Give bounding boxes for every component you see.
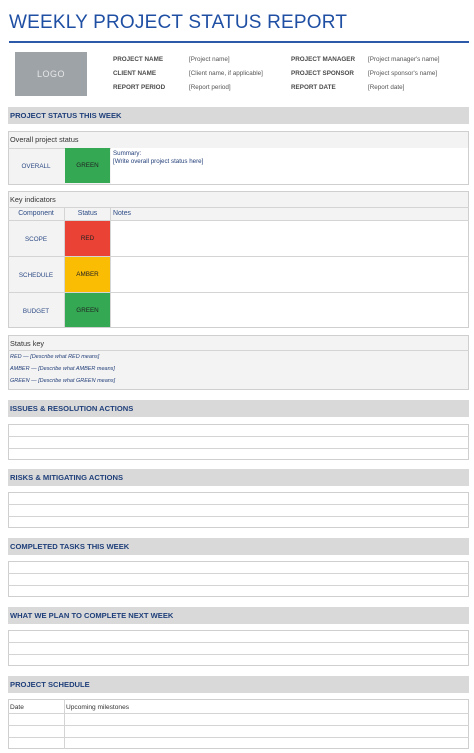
key-amber[interactable]: AMBER — [Describe what AMBER means] [10,366,115,372]
report-date-value[interactable]: [Report date] [368,84,405,91]
completed-line-1 [8,573,469,574]
meta-right-labels [291,53,355,95]
report-period-value[interactable]: [Report period] [189,84,231,91]
schedule-col-milestones: Upcoming milestones [66,704,130,711]
report-period-label: REPORT PERIOD [113,84,166,91]
section-completed: COMPLETED TASKS THIS WEEK [8,538,469,555]
status-key-divider [8,350,469,351]
risks-line-1 [8,504,469,505]
project-sponsor-label: PROJECT SPONSOR [291,70,354,77]
status-key-label: Status key [10,339,45,348]
meta-right-values [368,53,440,95]
meta-left-labels [113,53,165,95]
col-component: Component [18,210,54,217]
component-scope: SCOPE [24,236,48,243]
completed-line-2 [8,585,469,586]
issues-line-2 [8,448,469,449]
section-planned: WHAT WE PLAN TO COMPLETE NEXT WEEK [8,607,469,624]
component-schedule: SCHEDULE [18,272,54,279]
key-red[interactable]: RED — [Describe what RED means] [10,354,100,360]
col-divider-2 [110,207,111,327]
project-sponsor-value[interactable]: [Project sponsor's name] [368,70,438,77]
issues-area[interactable] [8,424,469,460]
planned-line-2 [8,654,469,655]
title-divider [9,41,469,43]
schedule-col-divider [64,699,65,749]
overall-summary [113,150,203,166]
overall-row-label: OVERALL [21,163,51,170]
client-name-value[interactable]: [Client name, if applicable] [189,70,263,77]
key-indicators-label: Key indicators [10,195,56,204]
project-name-value[interactable]: [Project name] [189,56,230,63]
project-manager-value[interactable]: [Project manager's name] [368,56,440,63]
summary-label: Summary: [113,150,142,157]
overall-status-cell[interactable]: GREEN [65,148,110,183]
project-name-label: PROJECT NAME [113,56,164,63]
section-risks: RISKS & MITIGATING ACTIONS [8,469,469,486]
schedule-line-1 [8,713,469,714]
issues-line-1 [8,436,469,437]
section-issues: ISSUES & RESOLUTION ACTIONS [8,400,469,417]
client-name-label: CLIENT NAME [113,70,157,77]
schedule-line-3 [8,737,469,738]
col-notes: Notes [113,210,132,217]
summary-text[interactable]: [Write overall project status here] [113,158,204,165]
schedule-col-date: Date [10,704,24,711]
report-date-label: REPORT DATE [291,84,336,91]
risks-area[interactable] [8,492,469,528]
status-scope[interactable]: RED [65,221,110,256]
report-title: WEEKLY PROJECT STATUS REPORT [9,12,348,33]
project-manager-label: PROJECT MANAGER [291,56,356,63]
status-budget[interactable]: GREEN [65,293,110,327]
notes-area[interactable] [111,221,468,327]
planned-area[interactable] [8,630,469,666]
section-project-status: PROJECT STATUS THIS WEEK [8,107,469,124]
section-schedule: PROJECT SCHEDULE [8,676,469,693]
completed-area[interactable] [8,561,469,597]
meta-left-values [189,53,263,95]
component-budget: BUDGET [22,308,50,315]
schedule-line-2 [8,725,469,726]
col-status: Status [77,210,98,217]
indicators-divider [8,207,469,208]
status-schedule[interactable]: AMBER [65,257,110,292]
logo-placeholder: LOGO [15,52,87,96]
risks-line-2 [8,516,469,517]
overall-status-label: Overall project status [10,135,79,144]
planned-line-1 [8,642,469,643]
key-green[interactable]: GREEN — [Describe what GREEN means] [10,378,116,384]
